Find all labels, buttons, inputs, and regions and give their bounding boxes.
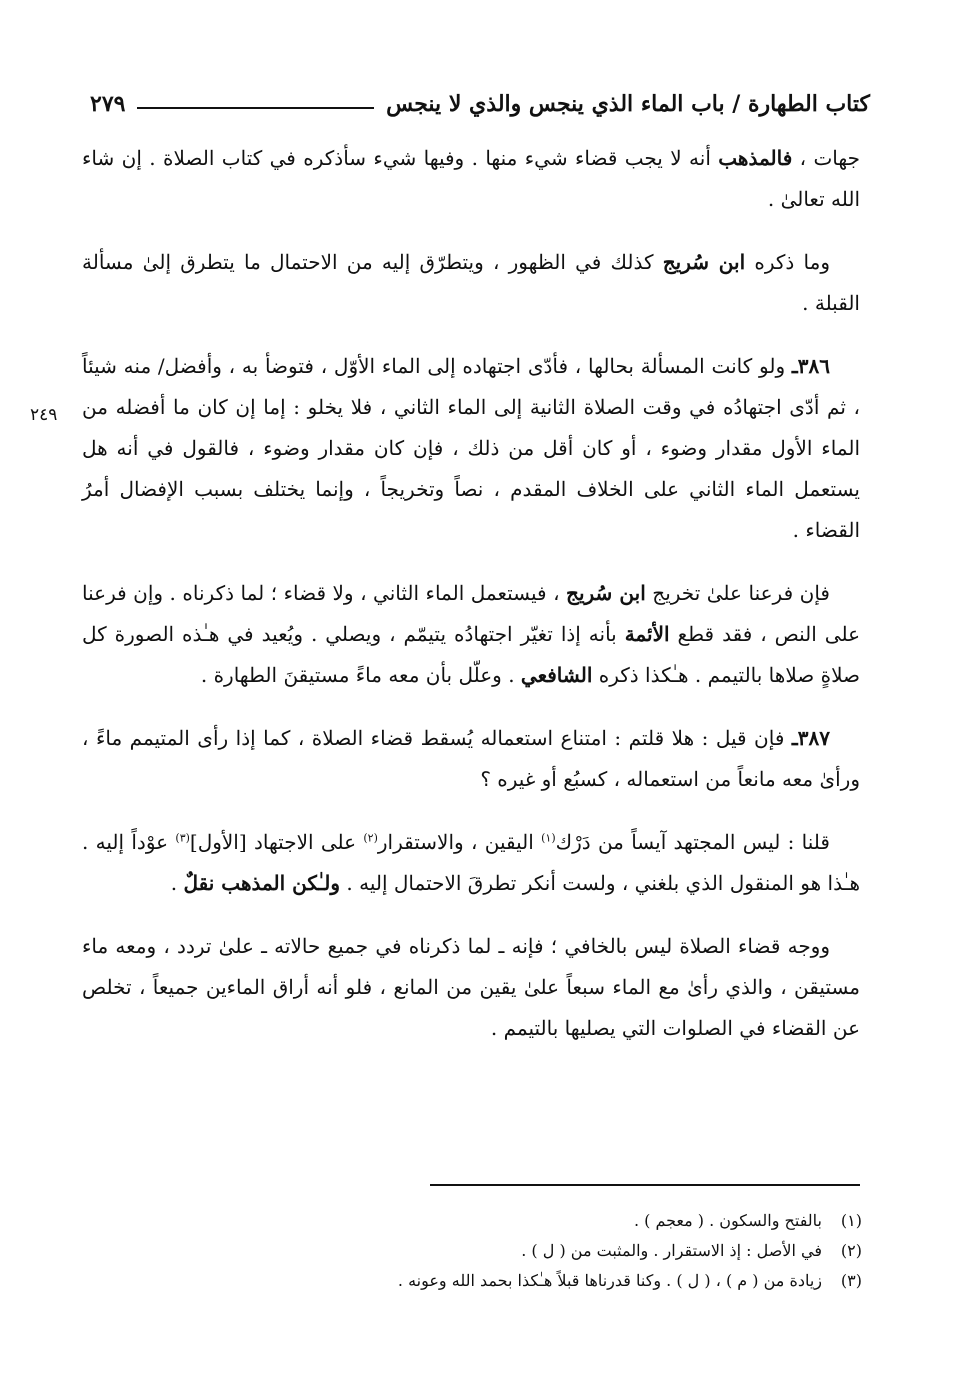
main-text <box>82 138 860 1071</box>
page-number: ٢٧٩ <box>90 91 126 117</box>
paragraph-1 <box>82 138 860 220</box>
paragraph-number: ٣٨٦ـ <box>791 354 830 378</box>
paragraph-6 <box>82 822 860 904</box>
bold-term: الأئمة <box>624 622 670 646</box>
running-header <box>90 86 870 122</box>
text-run: اليقين ، والاستقرار <box>377 830 542 854</box>
paragraph-387 <box>82 718 860 800</box>
bold-name: ابن سُريج <box>566 581 646 605</box>
paragraph-386 <box>82 346 860 551</box>
paragraph-4 <box>82 573 860 696</box>
footnote-item <box>100 1206 862 1236</box>
bold-name: ابن سُريج <box>662 250 746 274</box>
text-run: بأنه إذا تغيّر اجتهادُه يتيمّم ، ويصلي . ويُعيد في هـٰذه الصورة كل صلاةٍ صلاها بالتيمم . هـٰكذا ذكره <box>82 622 860 687</box>
footnote-number: (١) <box>840 1211 862 1230</box>
text-run: قلنا : ليس المجتهد آيساً من دَرْك <box>555 830 830 854</box>
footnote-text: في الأصل : إذ الاستقرار . والمثبت من ( ل ) . <box>521 1241 822 1260</box>
footnote-text: زيادة من ( م ) ، ( ل ) . وكنا قدرناها قبلاً هـٰكذا بحمد الله وعونه . <box>397 1271 822 1290</box>
text-run: ووجه قضاء الصلاة ليس بالخافي ؛ فإنه ـ لما ذكرناه في جميع حالاته ـ علىٰ تردد ، ومعه ماء مستيقن ، والذي رأىٰ مع الماء سبعاً علىٰ يقين من المانع ، فلو أنه أراق الماءين جميعاً ، تخلص عن القضاء في الصلوات التي يصليها بالتيمم . <box>82 934 860 1040</box>
bold-term: فالمذهب <box>718 146 793 170</box>
margin-manuscript-number: ٢٤٩ <box>30 405 58 425</box>
text-run: على الاجتهاد [الأول] <box>189 830 364 854</box>
paragraph-2 <box>82 242 860 324</box>
text-run: عوْداً إليه . هـٰذا هو المنقول الذي بلغني ، ولست أنكر تطرقَ الاحتمال إليه . <box>82 830 860 895</box>
paragraph-7 <box>82 926 860 1049</box>
bold-name: الشافعي <box>520 663 593 687</box>
text-run: وما ذكره <box>745 250 830 274</box>
footnote-text: بالفتح والسكون . ( معجم ) . <box>633 1211 822 1230</box>
footnote-number: (٢) <box>840 1241 862 1260</box>
paragraph-number: ٣٨٧ـ <box>791 726 830 750</box>
footnote-ref[interactable]: (٣) <box>175 831 190 845</box>
footnote-ref[interactable]: (١) <box>541 831 556 845</box>
footnotes <box>100 1206 862 1296</box>
footnote-item <box>100 1236 862 1266</box>
text-run: . وعلّل بأن معه ماءً مستيقنَ الطهارة . <box>200 663 521 687</box>
text-run: جهات ، <box>792 146 860 170</box>
footnote-ref[interactable]: (٢) <box>363 831 378 845</box>
header-rule <box>137 107 374 109</box>
header-title: كتاب الطهارة / باب الماء الذي ينجس والذي لا ينجس <box>386 91 870 117</box>
text-run: أنه لا يجب قضاء شيء منها . وفيها شيء سأذكره في كتاب الصلاة . إن شاء الله تعالىٰ . <box>82 146 860 211</box>
footnote-item <box>100 1266 862 1296</box>
footnote-separator <box>430 1184 860 1186</box>
text-run: فإن فرعنا علىٰ تخريج <box>645 581 830 605</box>
text-run: كذلك في الظهور ، ويتطرّق إليه من الاحتمال ما يتطرق إلىٰ مسألة القبلة . <box>82 250 860 315</box>
text-run: ولو كانت المسألة بحالها ، فأدّى اجتهاده إلى الماء الأوّل ، فتوضأ به ، وأفضل/ منه شيئاً ، ثم أدّى اجتهادُه في وقت الصلاة الثانية إلى الماء الثاني ، فلا يخلو : إما إن كان ما أفضله من الماء الأول مقدار وضوء ، أو كان أقل من ذلك ، فإن كان مقدار وضوء ، فالقول في أنه هل يستعمل الماء الثاني على الخلاف المقدم ، نصاً وتخريجاً ، وإنما يختلف بسبب الإفضال أمرُ القضاء . <box>82 354 860 542</box>
bold-term: ولـٰكن المذهب نقلٌ <box>183 871 341 895</box>
text-run: . <box>170 871 184 895</box>
footnote-number: (٣) <box>840 1271 862 1290</box>
text-run: ، فيستعمل الماء الثاني ، ولا قضاء ؛ لما ذكرناه . وإن فرعنا على النص ، فقد قطع <box>82 581 860 646</box>
text-run: فإن قيل : هلا قلتم : امتناع استعماله يُسقط قضاء الصلاة ، كما إذا رأى المتيمم ماءً ، ورأىٰ معه مانعاً من استعماله ، كسبُع أو غيره ؟ <box>82 726 860 791</box>
